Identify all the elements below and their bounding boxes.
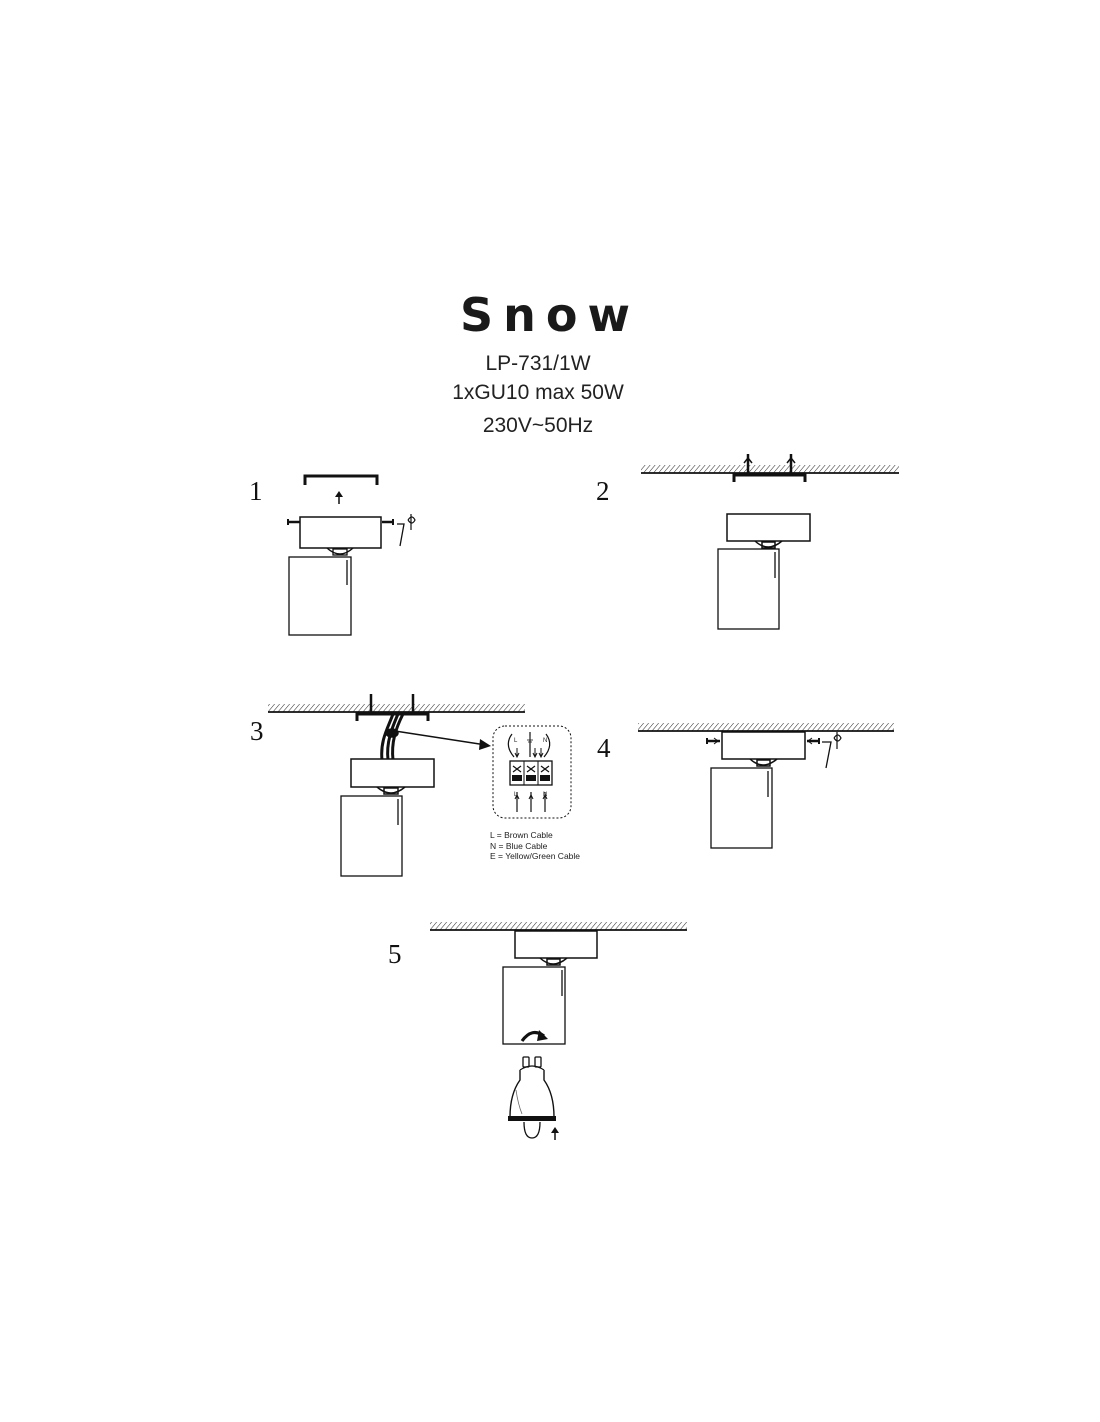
step-4-number: 4	[597, 733, 611, 763]
step-5-number: 5	[388, 939, 402, 969]
step-4-drawing	[638, 723, 894, 848]
lamp-spec: 1xGU10 max 50W	[452, 381, 624, 404]
step-3-number: 3	[250, 716, 264, 746]
connector-bottom-n: N	[543, 792, 548, 798]
legend-line-brown: L = Brown Cable	[490, 830, 553, 840]
step-3-drawing	[268, 694, 571, 876]
step-1-drawing	[287, 476, 415, 635]
step-2-drawing	[641, 454, 899, 629]
connector-top-n: N	[543, 738, 548, 744]
step-2-number: 2	[596, 476, 610, 506]
voltage-spec: 230V~50Hz	[482, 414, 594, 437]
connector-bottom-l: L	[514, 792, 518, 798]
step-1-number: 1	[249, 476, 263, 506]
legend-line-blue: N = Blue Cable	[490, 840, 548, 851]
model-number: LP-731/1W	[485, 352, 591, 375]
legend-line-earth: E = Yellow/Green Cable	[490, 851, 581, 861]
connector-top-l: L	[514, 738, 518, 744]
product-title: Snow	[460, 288, 640, 342]
step-5-drawing	[430, 922, 687, 1140]
